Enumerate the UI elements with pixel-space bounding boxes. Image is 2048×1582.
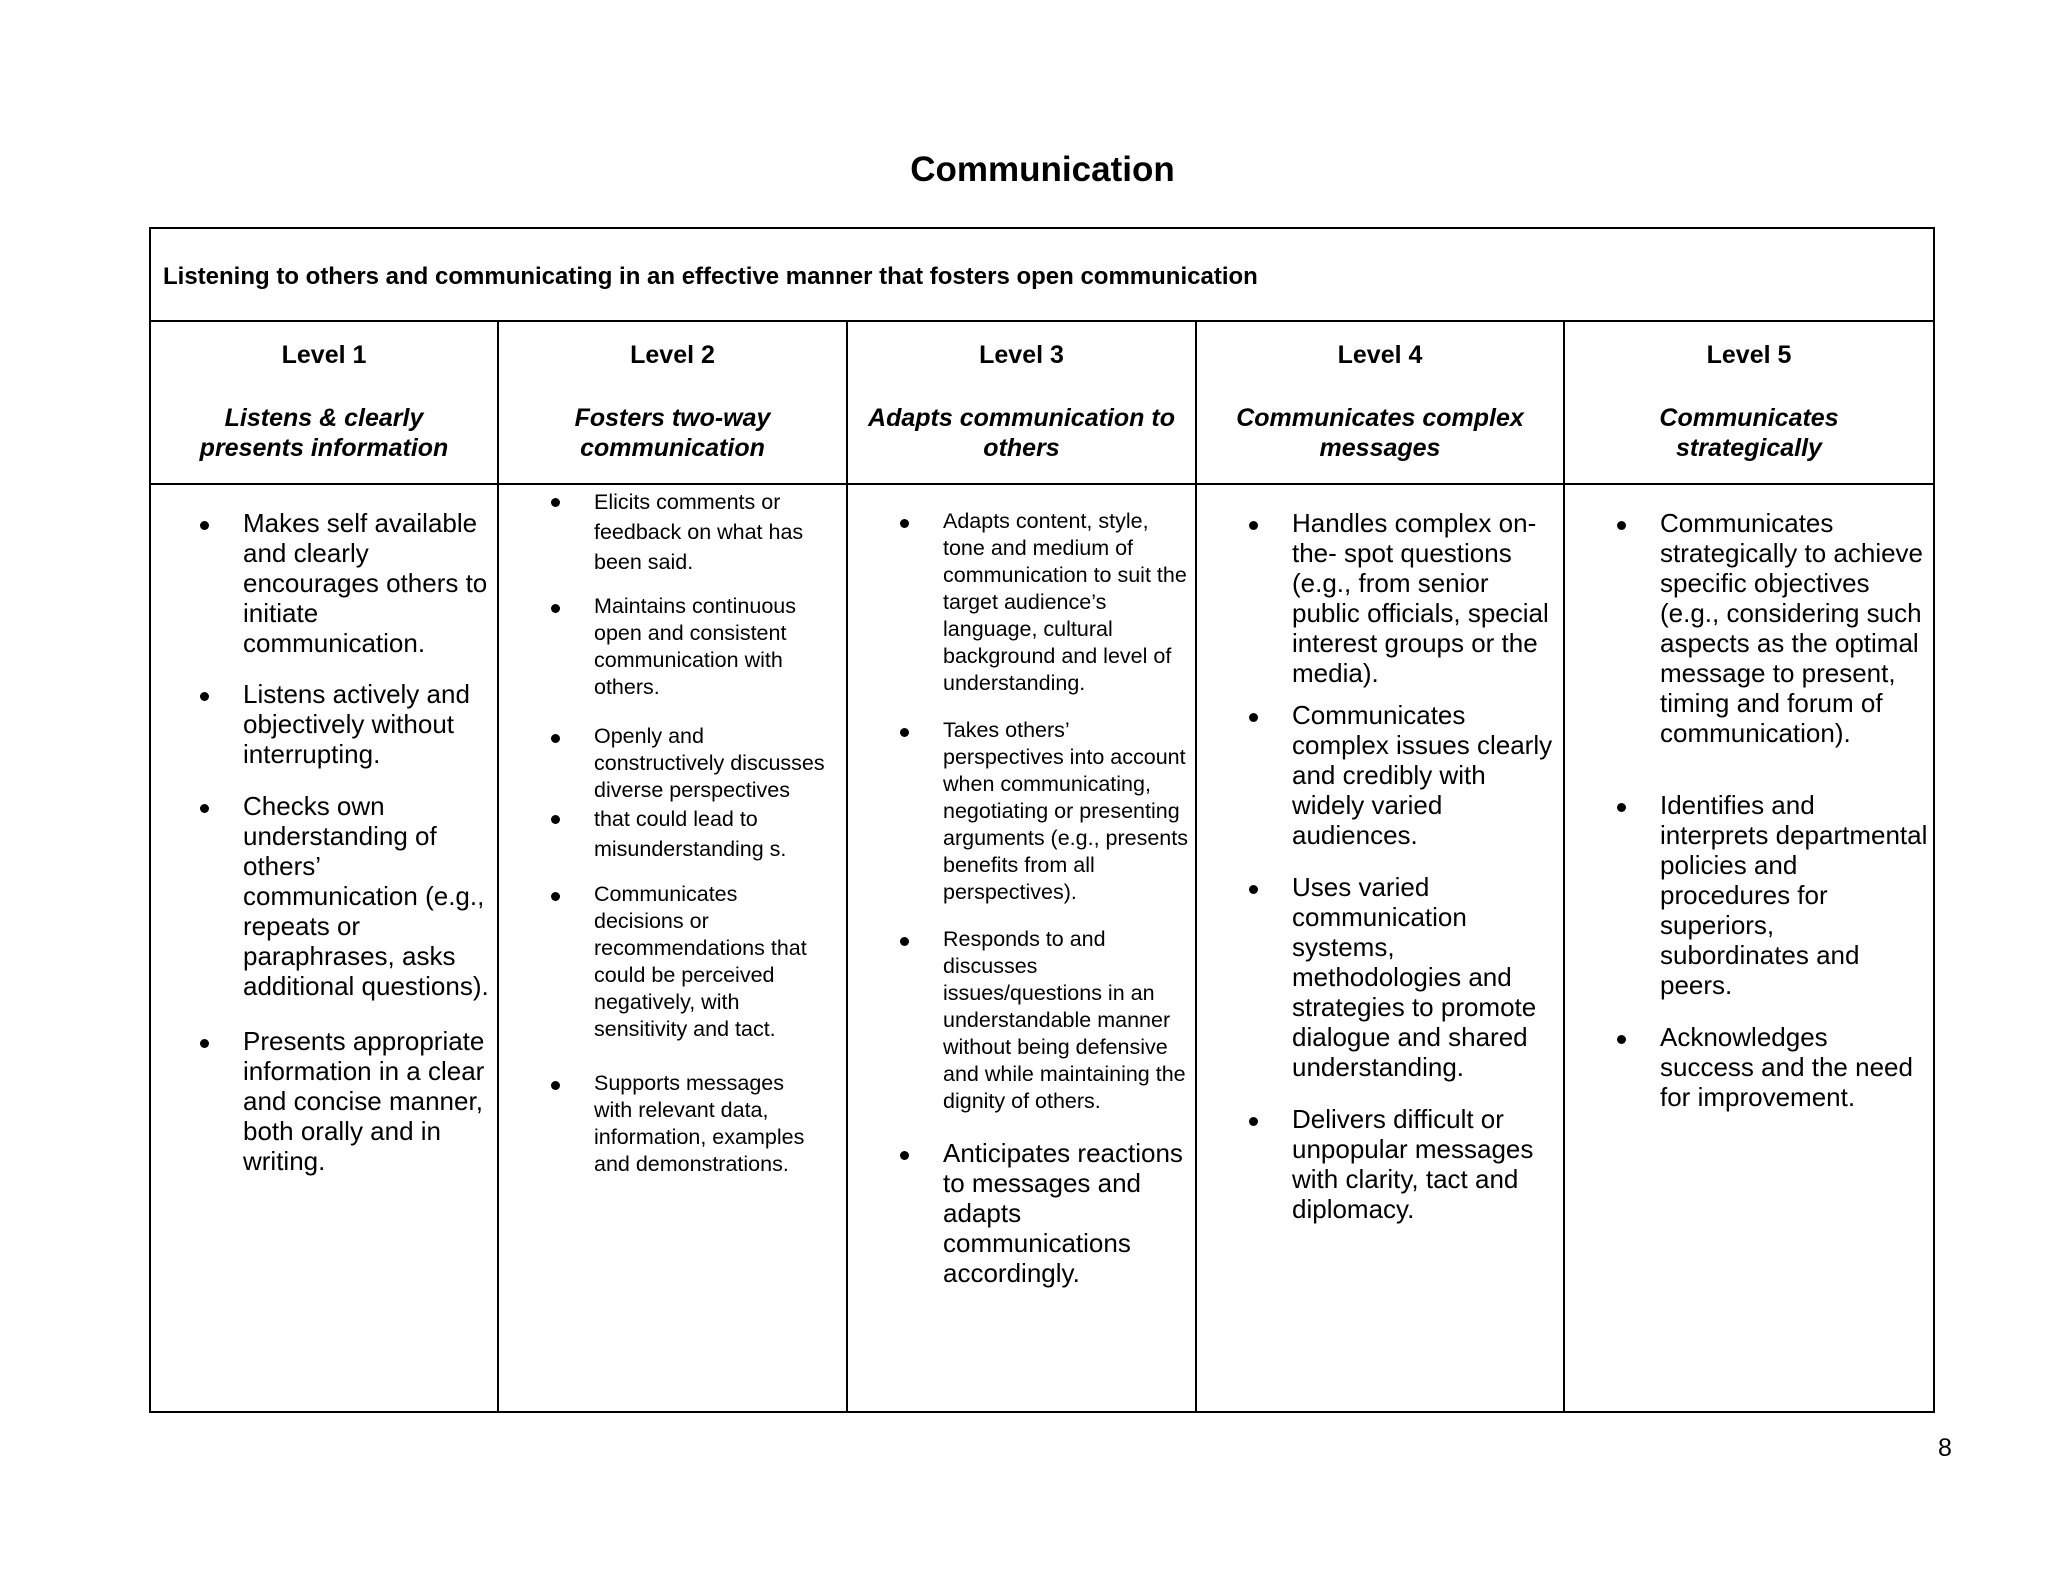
level-1-indicators: [195, 508, 490, 1176]
indicator-text: Responds to and discusses issues/questions in an understandable manner without being defensive and while maintaining the dignity of others.: [943, 927, 1186, 1113]
level-subtitle: [1197, 403, 1563, 463]
indicator-text: Identifies and interprets departmental policies and procedures for superiors, subordinates and peers.: [1660, 790, 1928, 1000]
level-title: Level 4: [1337, 341, 1423, 369]
level-1-header: [151, 340, 497, 463]
indicator-text: Anticipates reactions to messages and adapts communications accordingly.: [943, 1138, 1183, 1288]
list-item: [1244, 872, 1558, 1082]
list-item: [895, 717, 1190, 906]
level-3-header: [848, 340, 1195, 463]
indicator-text: Elicits comments or feedback on what has been said.: [594, 490, 804, 574]
subtitle-line: communication: [580, 434, 765, 462]
level-title: Level 1: [281, 341, 367, 369]
level-subtitle: [151, 403, 497, 463]
indicator-text: Handles complex on-the- spot questions (e.g., from senior public officials, special interest groups or the media).: [1292, 508, 1549, 688]
subtitle-line: messages: [1319, 434, 1441, 462]
table-divider: [149, 483, 1935, 485]
list-item: [195, 679, 490, 769]
indicator-text: Delivers difficult or unpopular messages with clarity, tact and diplomacy.: [1292, 1104, 1534, 1224]
level-5-header: [1565, 340, 1933, 463]
level-3-indicators: [895, 508, 1190, 1288]
indicator-text: Checks own understanding of others’ communication (e.g., repeats or paraphrases, asks additional questions).: [243, 791, 489, 1001]
column-divider: [1195, 320, 1197, 1413]
subtitle-line: Communicates: [1659, 404, 1839, 432]
indicator-text: Openly and constructively discusses diverse perspectives: [594, 724, 825, 802]
subtitle-line: Adapts communication to: [868, 404, 1175, 432]
list-item: [895, 926, 1190, 1115]
list-item: [1612, 1022, 1928, 1112]
column-divider: [846, 320, 848, 1413]
column-divider: [1563, 320, 1565, 1413]
column-divider: [497, 320, 499, 1413]
level-title: Level 3: [979, 341, 1064, 369]
indicator-text: Uses varied communication systems, methodologies and strategies to promote dialogue and shared understanding.: [1292, 872, 1537, 1082]
subtitle-line: others: [983, 434, 1060, 462]
list-item: [1244, 508, 1558, 688]
list-item: [546, 593, 828, 701]
table-divider: [149, 320, 1935, 322]
indicator-text: Adapts content, style, tone and medium of communication to suit the target audience’s language, cultural background and level of understanding.: [943, 509, 1187, 695]
indicator-text: Presents appropriate information in a clear and concise manner, both orally and in writing.: [243, 1026, 485, 1176]
indicator-text: Makes self available and clearly encourages others to initiate communication.: [243, 508, 488, 658]
subtitle-line: Communicates complex: [1236, 404, 1524, 432]
list-item: [1612, 790, 1928, 1000]
indicator-text: Listens actively and objectively without interrupting.: [243, 679, 470, 769]
subtitle-line: Listens & clearly: [224, 404, 424, 432]
level-subtitle: [848, 403, 1195, 463]
level-5-indicators: [1612, 508, 1928, 1112]
level-title: Level 2: [630, 341, 715, 369]
subtitle-line: strategically: [1676, 434, 1822, 462]
list-item: [895, 1138, 1190, 1288]
list-item: [546, 1070, 828, 1178]
page-title: Communication: [910, 150, 1175, 189]
indicator-text: Supports messages with relevant data, information, examples and demonstrations.: [594, 1071, 805, 1176]
list-item: [1244, 1104, 1558, 1224]
indicator-text: Acknowledges success and the need for improvement.: [1660, 1022, 1913, 1112]
competency-definition: Listening to others and communicating in an effective manner that fosters open communication: [163, 263, 1258, 290]
indicator-text: that could lead to misunderstanding s.: [594, 807, 787, 861]
indicator-text: Communicates decisions or recommendations that could be perceived negatively, with sensitivity and tact.: [594, 882, 807, 1041]
list-item: [546, 881, 828, 1043]
list-item: [895, 508, 1190, 697]
list-item: [195, 791, 490, 1001]
indicator-text: Communicates complex issues clearly and credibly with widely varied audiences.: [1292, 700, 1553, 850]
list-item: [1612, 508, 1928, 748]
indicator-text: Takes others’ perspectives into account when communicating, negotiating or presenting arguments (e.g., presents benefits from all perspectives).: [943, 718, 1188, 904]
level-2-indicators: [546, 487, 828, 1178]
level-subtitle: [499, 403, 846, 463]
level-subtitle: [1565, 403, 1933, 463]
level-title: Level 5: [1706, 341, 1792, 369]
list-item: [195, 508, 490, 658]
list-item: [1244, 700, 1558, 850]
indicator-text: Communicates strategically to achieve specific objectives (e.g., considering such aspects as the optimal message to present, timing and forum of communication).: [1660, 508, 1924, 748]
list-item: [546, 723, 828, 804]
list-item: [195, 1026, 490, 1176]
page-number: 8: [1938, 1434, 1952, 1462]
list-item: [546, 804, 828, 864]
subtitle-line: Fosters two-way: [574, 404, 771, 432]
level-2-header: [499, 340, 846, 463]
indicator-text: Maintains continuous open and consistent communication with others.: [594, 594, 796, 699]
level-4-indicators: [1244, 508, 1558, 1224]
subtitle-line: presents information: [199, 434, 449, 462]
level-4-header: [1197, 340, 1563, 463]
list-item: [546, 487, 828, 577]
